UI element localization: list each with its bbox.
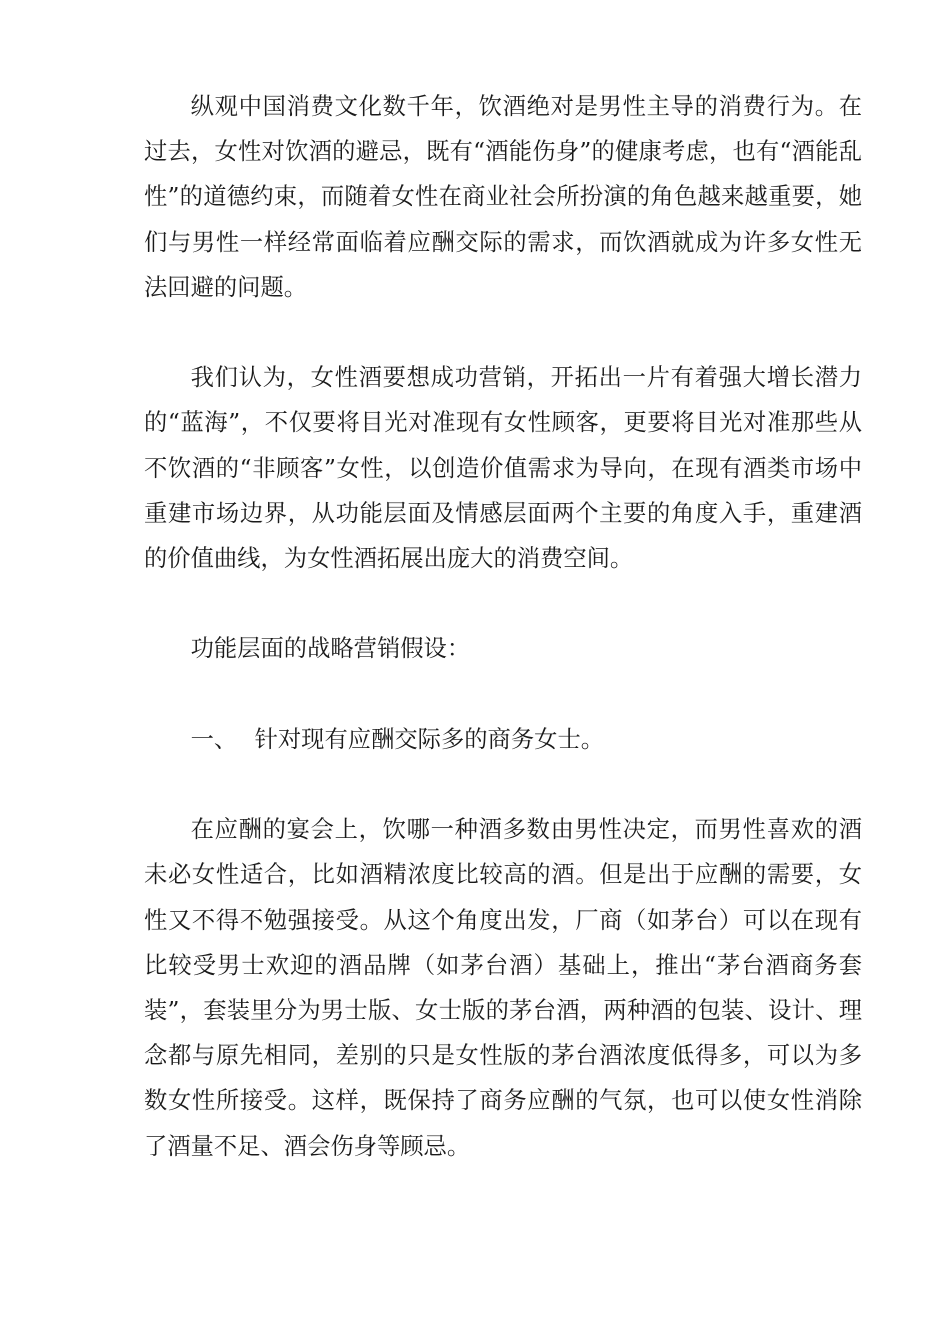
paragraph-gap [144,672,862,717]
paragraph-business-women: 在应酬的宴会上，饮哪一种酒多数由男性决定，而男性喜欢的酒未必女性适合，比如酒精浓度比较高的酒。但是出于应酬的需要，女性又不得不勉强接受。从这个角度出发，厂商（如茅台）可以在现有比较受男士欢迎的酒品牌（如茅台酒）基础上，推出“茅台酒商务套装”，套装里分为男士版、女士版的茅台酒，两种酒的包装、设计、理念都与原先相同，差别的只是女性版的茅台酒浓度低得多，可以为多数女性所接受。这样，既保持了商务应酬的气氛，也可以使女性消除了酒量不足、酒会伤身等顾忌。 [144,816,862,1160]
paragraph-gap [144,762,862,807]
paragraph-gap [144,581,862,626]
paragraph-intro: 纵观中国消费文化数千年，饮酒绝对是男性主导的消费行为。在过去，女性对饮酒的避忌，既有“酒能伤身”的健康考虑，也有“酒能乱性”的道德约束，而随着女性在商业社会所扮演的角色越来越重要，她们与男性一样经常面临着应酬交际的需求，而饮酒就成为许多女性无法回避的问题。 [144,93,862,301]
list-item-text: 针对现有应酬交际多的商务女士。 [254,725,605,753]
list-item-number: 一、 [190,725,238,753]
section-heading: 功能层面的战略营销假设： [190,635,471,663]
document-page [144,84,862,1169]
paragraph-blue-ocean: 我们认为，女性酒要想成功营销，开拓出一片有着强大增长潜力的“蓝海”，不仅要将目光对准现有女性顾客，更要将目光对准那些从不饮酒的“非顾客”女性，以创造价值需求为导向，在现有酒类市场中重建市场边界，从功能层面及情感层面两个主要的角度入手，重建酒的价值曲线，为女性酒拓展出庞大的消费空间。 [144,364,862,573]
list-item [144,717,862,762]
paragraph-gap [144,310,862,355]
